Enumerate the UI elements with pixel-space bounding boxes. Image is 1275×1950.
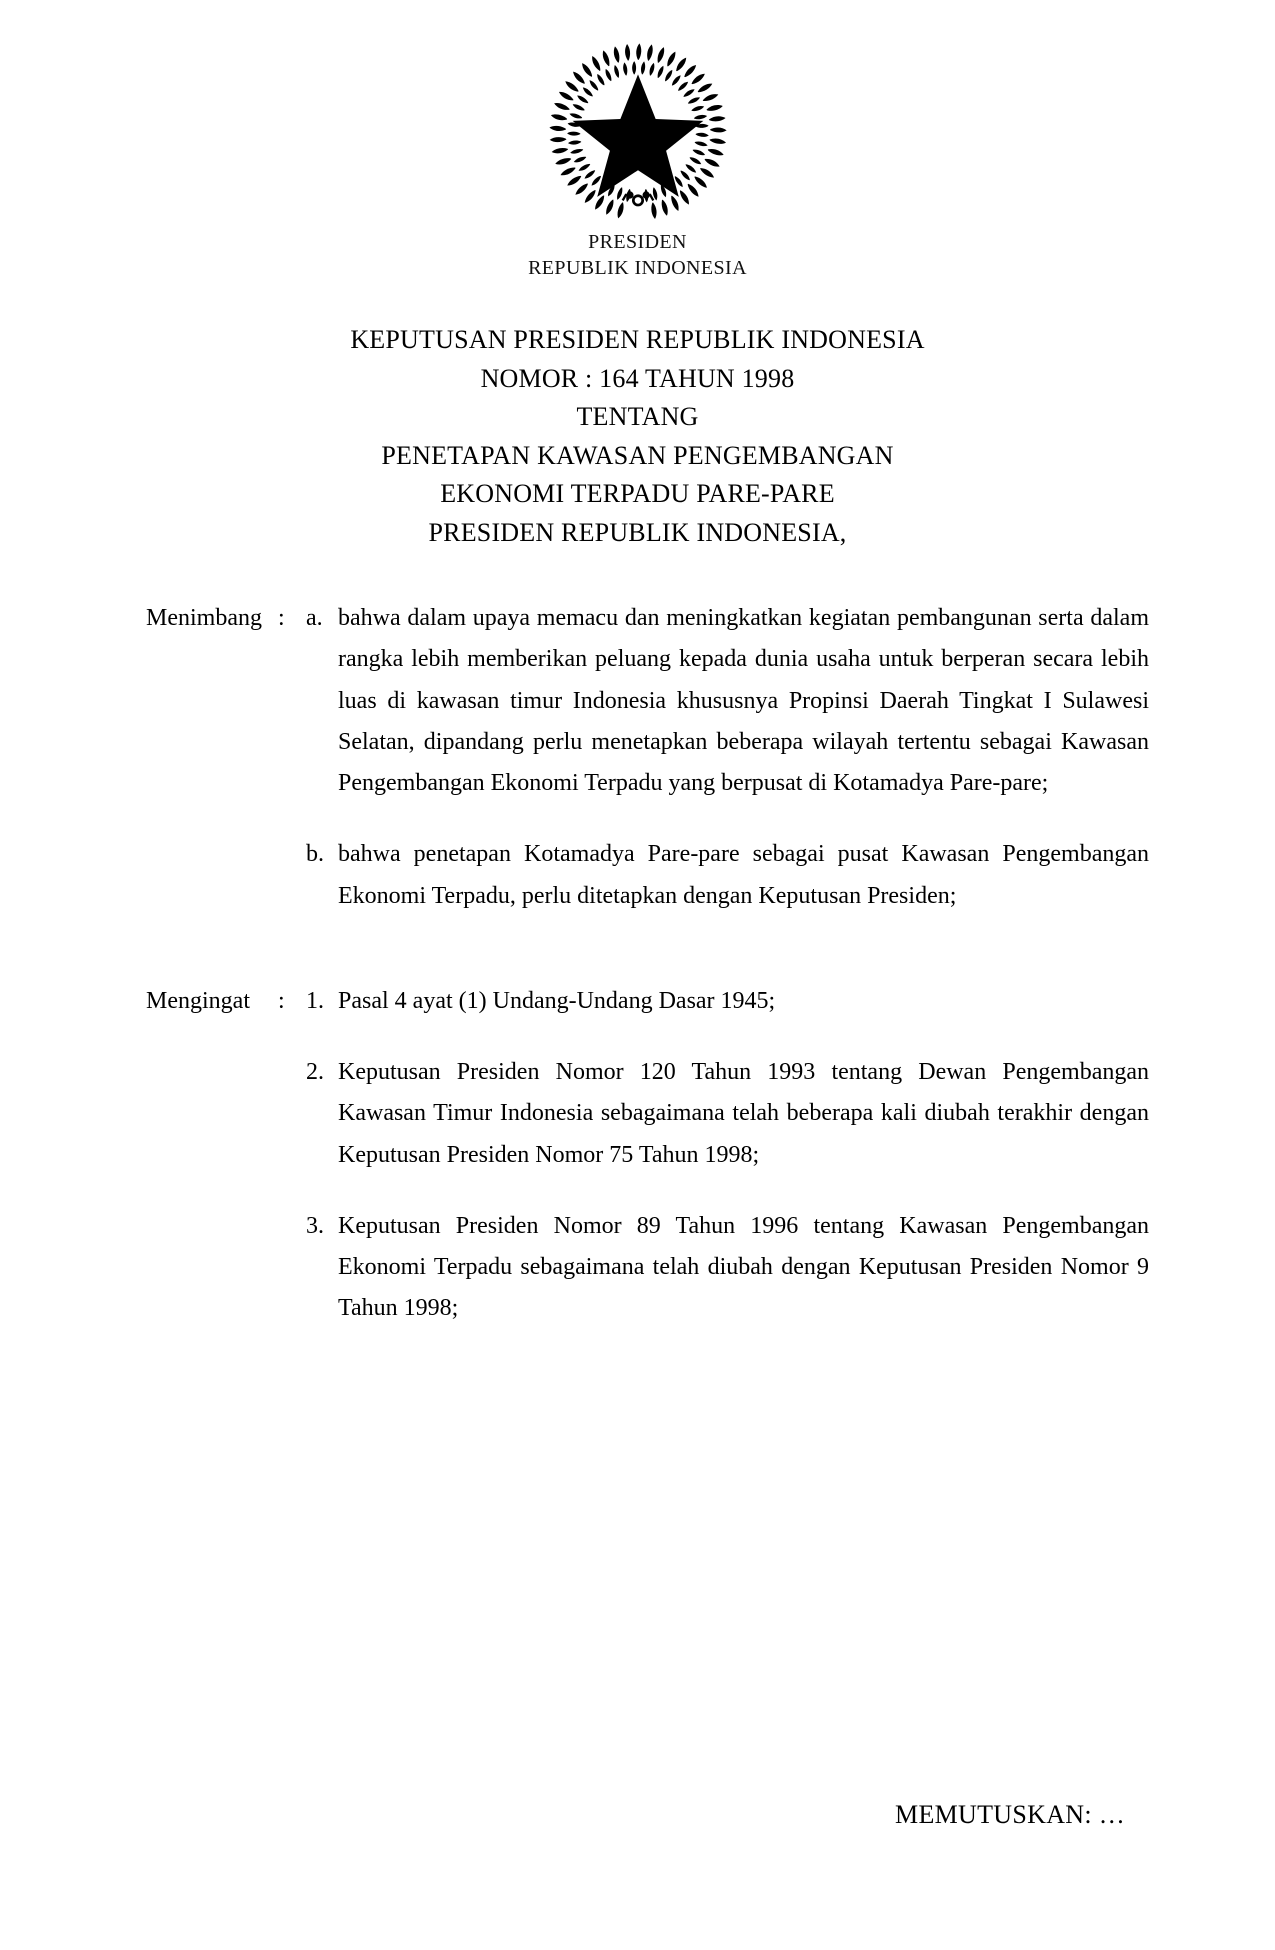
clause-item — [306, 834, 1149, 917]
item-text: Keputusan Presiden Nomor 120 Tahun 1993 tentang Dewan Pengembangan Kawasan Timur Indonesia sebagaimana telah beberapa kali diubah terakhir dengan Keputusan Presiden Nomor 75 Tahun 1998; — [338, 1059, 1149, 1168]
clause-item — [306, 1052, 1149, 1176]
clause-items-mengingat — [306, 981, 1149, 1330]
item-marker: a. — [306, 605, 323, 631]
clause-item — [306, 1206, 1149, 1330]
clause-label-menimbang: Menimbang — [146, 605, 262, 631]
title-line-subject-1: PENETAPAN KAWASAN PENGEMBANGAN — [381, 440, 894, 470]
item-text: Pasal 4 ayat (1) Undang-Undang Dasar 1945; — [338, 987, 776, 1014]
item-text: Keputusan Presiden Nomor 89 Tahun 1996 tentang Kawasan Pengembangan Ekonomi Terpadu sebagaimana telah diubah dengan Keputusan Presiden Nomor 9 Tahun 1998; — [338, 1212, 1149, 1322]
title-line-subject-2: EKONOMI TERPADU PARE-PARE — [440, 479, 835, 509]
item-marker: 1. — [306, 987, 324, 1014]
letterhead-line-presiden: PRESIDEN — [588, 231, 687, 253]
clause-menimbang — [146, 598, 1149, 917]
title-line-decree-type: KEPUTUSAN PRESIDEN REPUBLIK INDONESIA — [350, 325, 925, 355]
document-title-block — [0, 321, 1275, 552]
title-line-issuer: PRESIDEN REPUBLIK INDONESIA, — [428, 517, 847, 547]
item-marker: 2. — [306, 1059, 324, 1086]
clause-label-mengingat: Mengingat — [146, 987, 250, 1014]
item-marker: 3. — [306, 1212, 324, 1239]
letterhead-line-republik-indonesia: REPUBLIK INDONESIA — [528, 256, 747, 279]
clause-item — [306, 981, 1149, 1022]
clause-items-menimbang — [306, 598, 1149, 917]
document-body — [0, 598, 1275, 1330]
clause-mengingat — [146, 981, 1149, 1330]
memutuskan-continuation: MEMUTUSKAN: … — [895, 1800, 1125, 1829]
title-line-number: NOMOR : 164 TAHUN 1998 — [480, 363, 795, 393]
clause-colon-mengingat: : — [278, 987, 285, 1014]
letterhead — [0, 0, 1275, 281]
title-line-tentang: TENTANG — [576, 402, 699, 432]
indonesian-presidential-seal-icon — [548, 42, 728, 222]
item-text: bahwa penetapan Kotamadya Pare-pare sebagai pusat Kawasan Pengembangan Ekonomi Terpadu, perlu ditetapkan dengan Keputusan Presiden; — [338, 841, 1149, 909]
item-text: bahwa dalam upaya memacu dan meningkatkan kegiatan pembangunan serta dalam rangka lebih memberikan peluang kepada dunia usaha untuk berperan secara lebih luas di kawasan timur Indonesia khususnya Propinsi Daerah Tingkat I Sulawesi Selatan, dipandang perlu menetapkan beberapa wilayah tertentu sebagai Kawasan Pengembangan Ekonomi Terpadu yang berpusat di Kotamadya Pare-pare; — [338, 605, 1149, 797]
clause-item — [306, 598, 1149, 804]
item-marker: b. — [306, 841, 324, 868]
star-shape — [572, 74, 703, 196]
clause-colon-menimbang: : — [278, 605, 285, 631]
page-footer — [0, 1800, 1149, 1830]
letterhead-caption — [528, 230, 747, 281]
section-spacer — [146, 917, 1149, 981]
